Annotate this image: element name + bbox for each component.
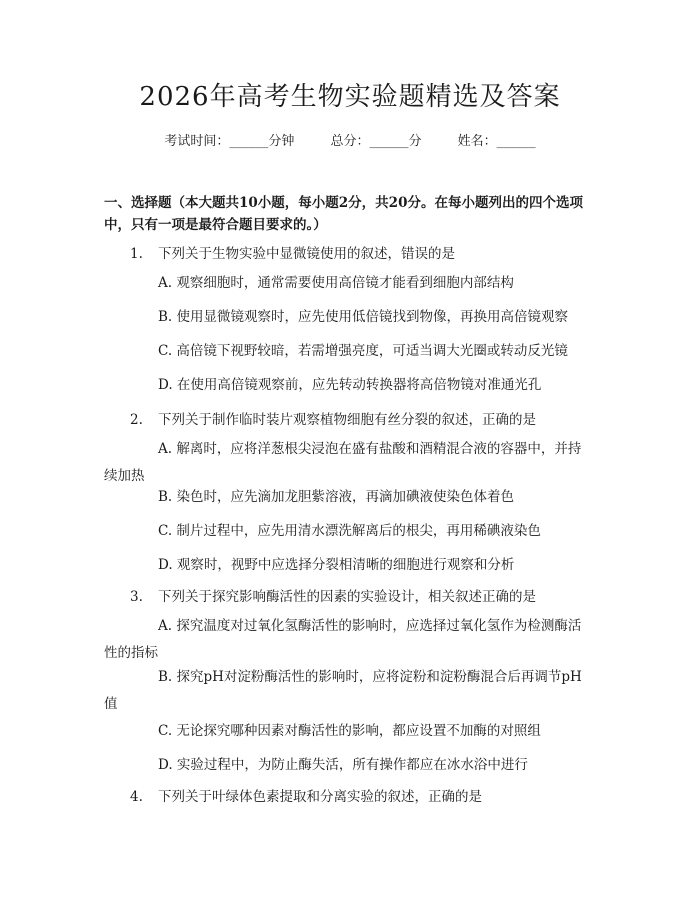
answer-option: C. 无论探究哪种因素对酶活性的影响，都应设置不加酶的对照组	[158, 723, 541, 739]
answer-option: B. 探究pH对淀粉酶活性的影响时，应将淀粉和淀粉酶混合后再调节pH值	[104, 669, 582, 712]
answer-option: A. 观察细胞时，通常需要使用高倍镜才能看到细胞内部结构	[158, 275, 514, 291]
exam-time-field: 考试时间：______分钟	[164, 134, 295, 149]
question-number: 2.	[130, 412, 143, 428]
total-score-field: 总分：______分	[330, 134, 422, 149]
question-stem	[130, 409, 590, 431]
answer-option: C. 制片过程中，应先用清水漂洗解离后的根尖，再用稀碘液染色	[158, 523, 541, 539]
section-heading: 一、选择题（本大题共10小题，每小题2分，共20分。在每小题列出的四个选项中，只有一项是最符合题目要求的。）	[104, 195, 583, 233]
question-stem	[130, 786, 590, 808]
answer-option: D. 观察时，视野中应选择分裂相清晰的细胞进行观察和分析	[158, 557, 515, 573]
answer-option: B. 使用显微镜观察时，应先使用低倍镜找到物像，再换用高倍镜观察	[158, 309, 569, 325]
page-title: 2026年高考生物实验题精选及答案	[139, 82, 561, 112]
question-text: 下列关于探究影响酶活性的因素的实验设计，相关叙述正确的是	[158, 589, 536, 605]
answer-option: D. 在使用高倍镜观察前，应先转动转换器将高倍物镜对准通光孔	[158, 377, 542, 393]
answer-option: A. 探究温度对过氧化氢酶活性的影响时，应选择过氧化氢作为检测酶活性的指标	[104, 618, 582, 661]
answer-option: B. 染色时，应先滴加龙胆紫溶液，再滴加碘液使染色体着色	[158, 489, 515, 505]
question-number: 1.	[130, 246, 143, 262]
question-text: 下列关于叶绿体色素提取和分离实验的叙述，正确的是	[158, 789, 482, 805]
answer-option: A. 解离时，应将洋葱根尖浸泡在盛有盐酸和酒精混合液的容器中，并持续加热	[104, 441, 582, 484]
student-name-field: 姓名：______	[457, 134, 536, 149]
question-number: 4.	[130, 789, 143, 805]
question-text: 下列关于生物实验中显微镜使用的叙述，错误的是	[158, 246, 455, 262]
question-stem	[130, 586, 590, 608]
question-number: 3.	[130, 589, 143, 605]
question-text: 下列关于制作临时装片观察植物细胞有丝分裂的叙述，正确的是	[158, 412, 536, 428]
exam-meta	[0, 132, 700, 152]
answer-option: D. 实验过程中，为防止酶失活，所有操作都应在冰水浴中进行	[158, 757, 528, 773]
answer-option: C. 高倍镜下视野较暗，若需增强亮度，可适当调大光圈或转动反光镜	[158, 343, 568, 359]
question-stem	[130, 243, 590, 265]
